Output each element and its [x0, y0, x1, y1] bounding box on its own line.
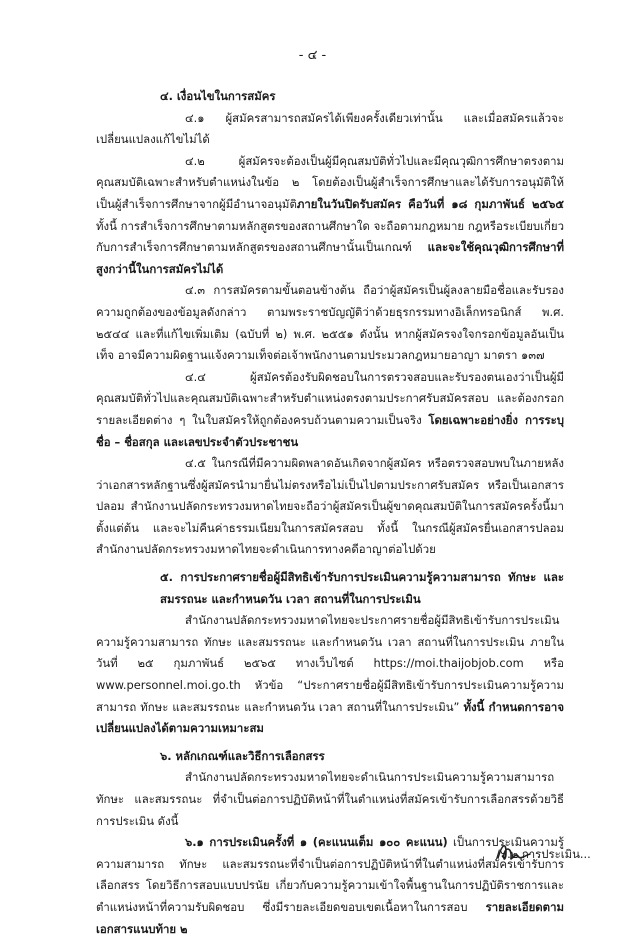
page-number: - ๔ - — [298, 48, 327, 63]
clause-4-4 — [96, 367, 564, 453]
continuation-note: /๖.๒ การประเมิน... — [496, 847, 591, 861]
clause-4-2-text-a: ๔.๒ ผู้สมัครจะต้องเป็นผู้มีคุณสมบัติทั่วไปและมีคุณวุฒิการศึกษาตรงตามคุณสมบัติเฉพาะสำหรับตำแหน่งในข้อ ๒ โดยต้องเป็นผู้สำเร็จการศึกษาและได้รับการอนุมัติให้เป็นผู้สำเร็จการศึกษาจากผู้มีอำนาจอนุมัติ — [96, 153, 564, 211]
section-6-intro: สำนักงานปลัดกระทรวงมหาดไทยจะดำเนินการประเมินความรู้ความสามารถ ทักษะ และสมรรถนะ ที่จำเป็นต่อการปฏิบัติหน้าที่ในตำแหน่งที่สมัครเข้ารับการเลือกสรรด้วยวิธีการประเมิน ดังนี้ — [96, 770, 564, 828]
clause-6-1-text: เป็นการประเมินความรู้ ความสามารถ ทักษะ และสมรรถนะที่จำเป็นต่อการปฏิบัติหน้าที่ในตำแหน่งที่สมัครเข้ารับการเลือกสรร โดยวิธีการสอบแบบปรนัย เกี่ยวกับความรู้ความเข้าใจพื้นฐานในการปฏิบัติราชการและตำแหน่งหน้าที่ความรับผิดชอบ ซึ่งมีรายละเอียดขอบเขตเนื้อหาในการสอบ — [96, 835, 565, 914]
clause-4-4-text-a: ๔.๔ ผู้สมัครต้องรับผิดชอบในการตรวจสอบและรับรองตนเองว่าเป็นผู้มีคุณสมบัติทั่วไปและคุณสมบัติเฉพาะสำหรับตำแหน่งตรงตามประกาศรับสมัครสอบ และต้องกรอกรายละเอียดต่าง ๆ ในใบสมัครให้ถูกต้องครบถ้วนตามความเป็นจริง — [96, 369, 564, 427]
clause-4-2-text-c: ทั้งนี้ การสำเร็จการศึกษาตามหลักสูตรของสถานศึกษาใด จะถือตามกฎหมาย กฎหรือระเบียบเกี่ยวกับการสำเร็จการศึกษาตามหลักสูตรของสถานศึกษานั้นเป็นเกณฑ์ — [96, 218, 564, 255]
clause-6-1-title: ๖.๑ การประเมินครั้งที่ ๑ (คะแนนเต็ม ๑๐๐ คะแนน) — [185, 835, 448, 850]
section-5-body — [96, 610, 564, 740]
clause-6-1-attachment-ref: รายละเอียดตามเอกสารแนบท้าย ๒ — [96, 899, 564, 936]
section-5-heading: ๕. การประกาศรายชื่อผู้มีสิทธิเข้ารับการประเมินความรู้ความสามารถ ทักษะ และสมรรถนะ และกำหนดวัน เวลา สถานที่ในการประเมิน — [160, 570, 564, 606]
clause-4-4-emphasis: โดยเฉพาะอย่างยิ่ง การระบุ ชื่อ – ชื่อสกุล และเลขประจำตัวประชาชน — [96, 412, 564, 449]
clause-4-1: ๔.๑ ผู้สมัครสามารถสมัครได้เพียงครั้งเดียวเท่านั้น และเมื่อสมัครแล้วจะเปลี่ยนแปลงแก้ไขไม่ได้ — [96, 110, 564, 147]
clause-4-3: ๔.๓ การสมัครตามขั้นตอนข้างต้น ถือว่าผู้สมัครเป็นผู้ลงลายมือชื่อและรับรองความถูกต้องของข้อมูลดังกล่าว ตามพระราชบัญญัติว่าด้วยธุรกรรมทางอิเล็กทรอนิกส์ พ.ศ. ๒๕๔๔ และที่แก้ไขเพิ่มเติม (ฉบับที่ ๒) พ.ศ. ๒๕๕๑ ดังนั้น หากผู้สมัครจงใจกรอกข้อมูลอันเป็นเท็จ อาจมีความผิดฐานแจ้งความเท็จต่อเจ้าพนักงานตามประมวลกฎหมายอาญา มาตรา ๑๓๗ — [96, 283, 564, 363]
section-5-body-text: สำนักงานปลัดกระทรวงมหาดไทยจะประกาศรายชื่อผู้มีสิทธิเข้ารับการประเมินความรู้ความสามารถ ทักษะ และสมรรถนะ และกำหนดวัน เวลา สถานที่ในการประเมิน ภายในวันที่ ๒๕ กุมภาพันธ์ ๒๕๖๕ ทางเว็บไซต์ https://moi.thaijobjob.com หรือ www.personnel.moi.go.th หัวข้อ “ประกาศรายชื่อผู้มีสิทธิเข้ารับการประเมินความรู้ความสามารถ ทักษะ และสมรรถนะ และกำหนดวัน เวลา สถานที่ในการประเมิน” — [96, 613, 564, 714]
clause-4-2-qualification-note: และจะใช้คุณวุฒิการศึกษาที่สูงกว่านี้ในการสมัครไม่ได้ — [96, 240, 564, 276]
clause-4-5: ๔.๕ ในกรณีที่มีความผิดพลาดอันเกิดจากผู้สมัคร หรือตรวจสอบพบในภายหลังว่าเอกสารหลักฐานซึ่งผู้สมัครนำมายื่นไม่ตรงหรือไม่เป็นไปตามประกาศรับสมัคร หรือเป็นเอกสารปลอม สำนักงานปลัดกระทรวงมหาดไทยจะถือว่าผู้สมัครเป็นผู้ขาดคุณสมบัติในการสมัครครั้งนี้มาตั้งแต่ต้น และจะไม่คืนค่าธรรมเนียมในการสมัครสอบ ทั้งนี้ ในกรณีผู้สมัครยื่นเอกสารปลอม สำนักงานปลัดกระทรวงมหาดไทยจะดำเนินการทางคดีอาญาต่อไปด้วย — [96, 456, 564, 557]
clause-4-2-deadline: ภายในวันปิดรับสมัคร คือวันที่ ๑๘ กุมภาพันธ์ ๒๕๖๕ — [296, 196, 564, 211]
section-6-heading: ๖. หลักเกณฑ์และวิธีการเลือกสรร — [160, 748, 325, 763]
section-4-heading: ๔. เงื่อนไขในการสมัคร — [160, 89, 276, 103]
section-5-schedule-note: ทั้งนี้ กำหนดการอาจเปลี่ยนแปลงได้ตามความเหมาะสม — [96, 699, 564, 736]
page-content — [96, 86, 564, 940]
clause-4-2 — [96, 151, 564, 281]
